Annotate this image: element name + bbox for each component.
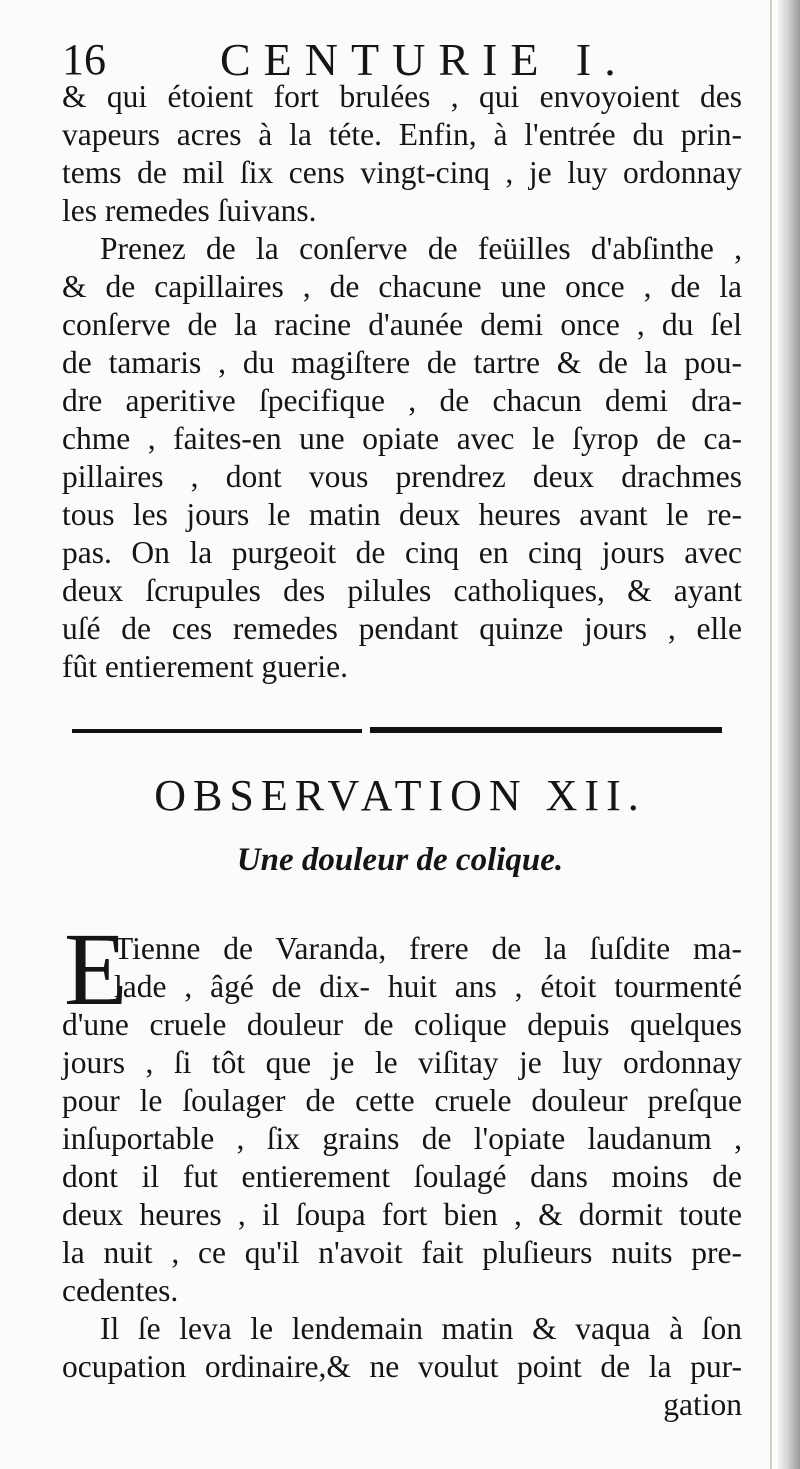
text-line: pillaires , dont vous prendrez deux drachmes: [62, 459, 742, 494]
catchword: gation: [663, 1387, 742, 1422]
text-line: lade , âgé de dix- huit ans , étoit tourmenté: [114, 969, 742, 1004]
text-line: & qui étoient fort brulées , qui envoyoient des: [62, 79, 742, 114]
section-divider-right: [370, 727, 722, 733]
text-line: pour le ſoulager de cette cruele douleur preſque: [62, 1083, 742, 1118]
text-line: deux ſcrupules des pilules catholiques, & ayant: [62, 573, 742, 608]
text-line: ocupation ordinaire,& ne voulut point de la pur-: [62, 1349, 742, 1384]
text-line: Tienne de Varanda, frere de la ſuſdite ma-: [114, 931, 742, 966]
text-line: & de capillaires , de chacune une once , de la: [62, 269, 742, 304]
drop-cap: E: [64, 912, 128, 1027]
text-line: de tamaris , du magiſtere de tartre & de la pou-: [62, 345, 742, 380]
observation-title: OBSERVATION XII.: [154, 771, 646, 820]
book-spine-shadow: [778, 0, 800, 1469]
text-line: fût entierement guerie.: [62, 649, 348, 684]
text-line: la nuit , ce qu'il n'avoit fait pluſieurs nuits pre-: [62, 1235, 742, 1270]
running-head: CENTURIE I.: [220, 34, 629, 85]
page-edge-line: [770, 0, 772, 1469]
text-line: d'une cruele douleur de colique depuis quelques: [62, 1007, 742, 1042]
text-line: inſuportable , ſix grains de l'opiate laudanum ,: [62, 1121, 742, 1156]
text-line: dont il fut entierement ſoulagé dans moins de: [62, 1159, 742, 1194]
observation-subtitle: Une douleur de colique.: [236, 842, 564, 878]
section-divider-left: [72, 729, 362, 733]
text-line: les remedes ſuivans.: [62, 193, 317, 228]
text-line: uſé de ces remedes pendant quinze jours , elle: [62, 611, 742, 646]
paragraph-start-line: Il ſe leva le lendemain matin & vaqua à ſon: [100, 1311, 742, 1346]
text-line: conſerve de la racine d'aunée demi once , du ſel: [62, 307, 742, 342]
page-number: 16: [62, 35, 106, 84]
text-line: jours , ſi tôt que je le viſitay je luy ordonnay: [62, 1045, 742, 1080]
text-line: pas. On la purgeoit de cinq en cinq jours avec: [62, 535, 742, 570]
text-line: tems de mil ſix cens vingt-cinq , je luy ordonnay: [62, 155, 742, 190]
text-line: tous les jours le matin deux heures avant le re-: [62, 497, 742, 532]
paragraph-start-line: Prenez de la conſerve de feüilles d'abſinthe ,: [100, 231, 742, 266]
text-line: cedentes.: [62, 1273, 179, 1308]
text-line: deux heures , il ſoupa fort bien , & dormit toute: [62, 1197, 742, 1232]
text-line: dre aperitive ſpecifique , de chacun demi dra-: [62, 383, 742, 418]
text-line: chme , faites-en une opiate avec le ſyrop de ca-: [62, 421, 742, 456]
text-line: vapeurs acres à la téte. Enfin, à l'entrée du prin-: [62, 117, 742, 152]
